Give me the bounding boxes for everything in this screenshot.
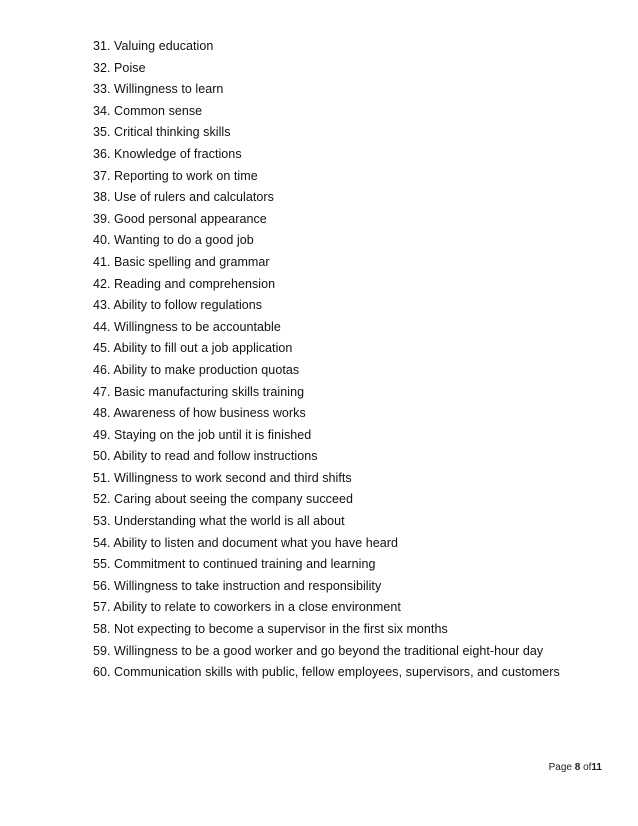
list-item: 46. Ability to make production quotas	[93, 362, 300, 377]
list-item: 39. Good personal appearance	[93, 211, 267, 226]
list-item: 35. Critical thinking skills	[93, 125, 231, 140]
page-current-number: 8	[574, 762, 581, 773]
list-item: 41. Basic spelling and grammar	[93, 254, 270, 269]
list-item: 37. Reporting to work on time	[93, 168, 258, 183]
list-item: 43. Ability to follow regulations	[93, 298, 263, 313]
list-item: 60. Communication skills with public, fellow employees, supervisors, and customers	[93, 665, 560, 680]
page-of-label: of	[583, 762, 592, 773]
list-item: 53. Understanding what the world is all about	[93, 514, 345, 529]
list-item: 31. Valuing education	[93, 39, 214, 53]
list-item: 40. Wanting to do a good job	[93, 233, 254, 248]
page-total-number: 11	[591, 762, 602, 773]
skill-list	[93, 36, 613, 684]
list-item: 47. Basic manufacturing skills training	[93, 384, 305, 399]
list-item: 52. Caring about seeing the company succeed	[93, 492, 353, 507]
list-item: 32. Poise	[93, 60, 146, 75]
list-item: 54. Ability to listen and document what you have heard	[93, 535, 398, 550]
list-item: 55. Commitment to continued training and learning	[93, 557, 376, 572]
page-label: Page	[548, 762, 572, 773]
list-item: 45. Ability to fill out a job application	[93, 341, 293, 356]
list-item: 59. Willingness to be a good worker and go beyond the traditional eight-hour day	[93, 643, 544, 658]
list-item: 42. Reading and comprehension	[93, 276, 276, 291]
list-item: 44. Willingness to be accountable	[93, 319, 281, 334]
page-footer	[549, 762, 602, 773]
list-item: 36. Knowledge of fractions	[93, 146, 242, 161]
list-item: 48. Awareness of how business works	[93, 406, 306, 421]
list-item: 49. Staying on the job until it is finished	[93, 427, 312, 442]
list-item: 56. Willingness to take instruction and responsibility	[93, 578, 382, 593]
list-item: 50. Ability to read and follow instructions	[93, 449, 318, 464]
list-item: 57. Ability to relate to coworkers in a close environment	[93, 600, 401, 615]
list-item: 34. Common sense	[93, 103, 203, 118]
list-item: 51. Willingness to work second and third shifts	[93, 470, 352, 485]
list-item: 33. Willingness to learn	[93, 82, 224, 97]
list-item: 38. Use of rulers and calculators	[93, 190, 274, 205]
list-item: 58. Not expecting to become a supervisor in the first six months	[93, 622, 448, 637]
